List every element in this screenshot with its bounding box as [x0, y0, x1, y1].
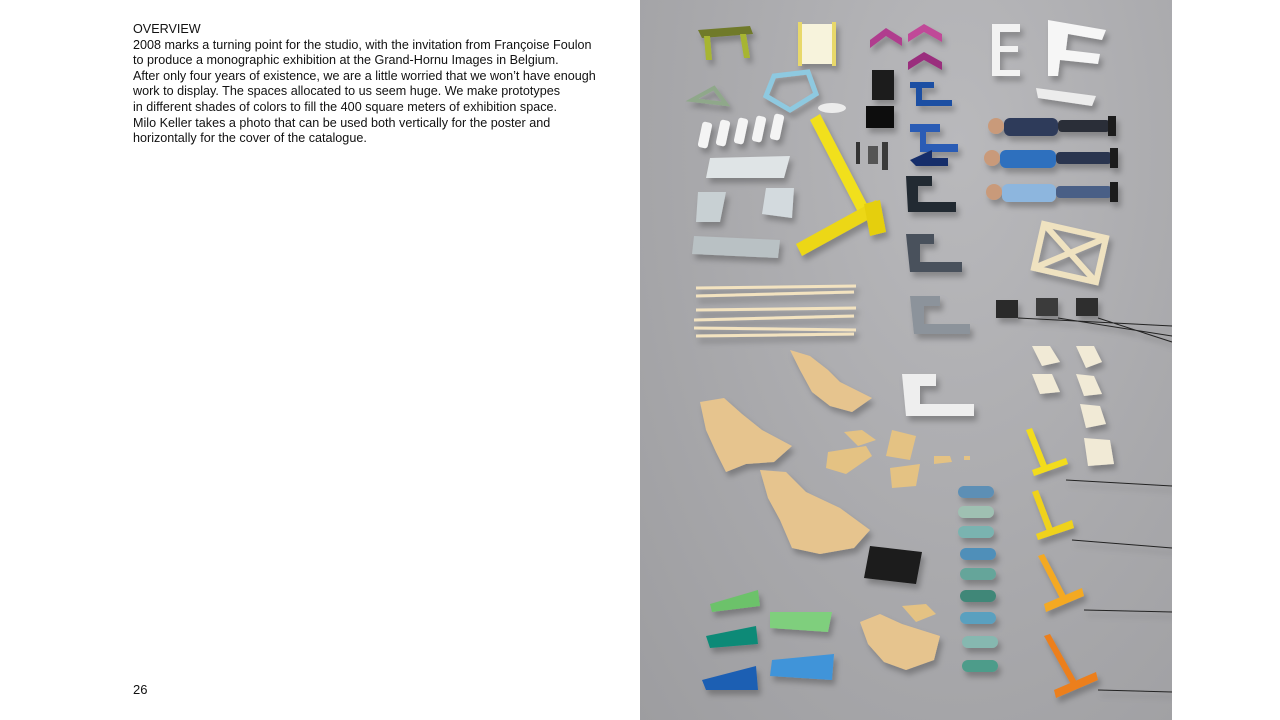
white-stool-objects: [992, 20, 1106, 106]
spotlight-objects: [996, 298, 1172, 342]
overview-heading: OVERVIEW: [133, 22, 201, 36]
people-lying-down: [984, 116, 1118, 202]
magenta-chevron-objects: [870, 24, 942, 70]
teal-cylinder-objects: [958, 486, 998, 672]
overview-line-3: After only four years of existence, we are a little worried that we won’t have enough: [133, 68, 596, 83]
exhibition-photo: [640, 0, 1172, 720]
yellow-table-object: [796, 114, 886, 256]
white-slat-objects: [697, 113, 784, 149]
overview-line-1: 2008 marks a turning point for the studio, with the invitation from Françoise Foulon: [133, 37, 592, 52]
overview-line-6: Milo Keller takes a photo that can be used both vertically for the poster and: [133, 115, 551, 130]
overview-line-5: in different shades of colors to fill the 400 square meters of exhibition space.: [133, 99, 557, 114]
overview-text-block: [133, 22, 613, 147]
mirror-objects: [692, 156, 794, 258]
overview-line-2: to produce a monographic exhibition at the Grand-Hornu Images in Belgium.: [133, 53, 559, 68]
white-lamp-object: [798, 22, 836, 66]
paper-box-objects: [1032, 346, 1114, 466]
grey-chair-objects: [902, 176, 974, 416]
green-stool-object: [698, 26, 753, 60]
right-margin: [1172, 0, 1280, 720]
overview-line-4: work to display. The spaces allocated to us seem huge. We make prototypes: [133, 84, 561, 99]
black-marble-object: [864, 546, 922, 584]
blue-chair-objects: [910, 82, 958, 166]
black-box-objects: [866, 70, 894, 128]
white-disc-object: [818, 103, 846, 113]
wooden-trestle-object: [1034, 224, 1106, 282]
yellow-side-tables: [1026, 428, 1172, 698]
colored-wedge-objects: [702, 590, 834, 690]
page-number: 26: [133, 682, 148, 697]
wooden-stick-objects: [694, 286, 856, 336]
small-dark-pieces: [856, 142, 888, 170]
blue-pentagon-object: [692, 72, 816, 110]
exhibition-photo-artwork: [640, 0, 1172, 720]
overview-line-7: horizontally for the cover of the catalogue.: [133, 131, 367, 146]
